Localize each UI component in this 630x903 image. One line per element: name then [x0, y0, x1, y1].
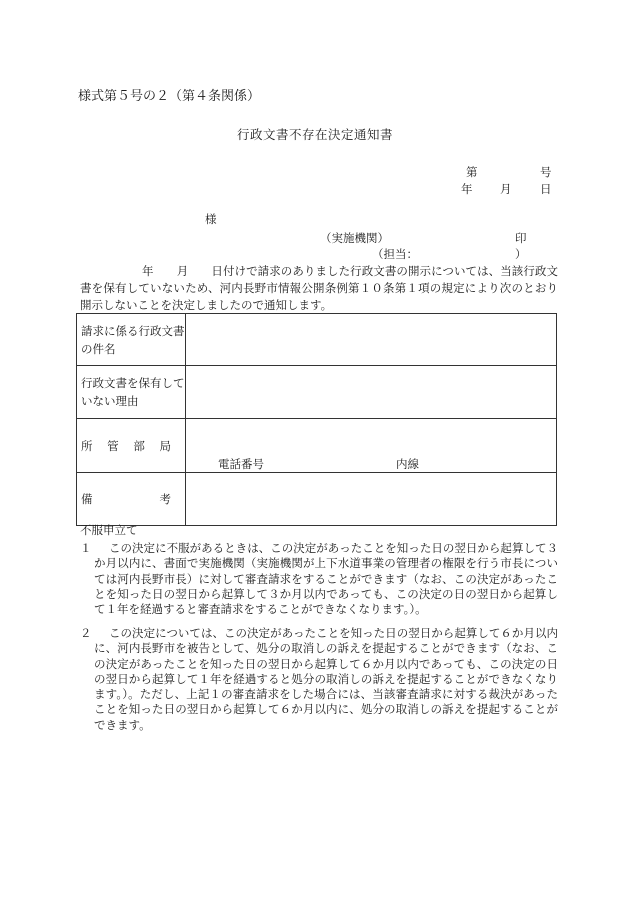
document-number-suffix: 号 — [540, 165, 552, 179]
label-char: 局 — [159, 438, 171, 453]
table-row — [77, 366, 557, 419]
phone-number-label: 電話番号 — [218, 457, 264, 471]
requested-document-title-value — [186, 314, 557, 366]
appeal-item — [80, 541, 558, 617]
appeal-item-number: ２ — [80, 626, 92, 640]
agency-label: （実施機関） — [320, 231, 389, 245]
decision-table — [76, 313, 557, 526]
date-year-label: 年 — [461, 182, 473, 196]
appeal-item-text: この決定に不服があるときは、この決定があったことを知った日の翌日から起算して３か月以内に、書面で実施機関（実施機関が上下水道事業の管理者の権限を行う市長については河内長野市長）に対して審査請求をすることができます（なお、この決定があったことを知った日の翌日から起算して３か月以内であっても、この決定の日の翌日から起算して１年を経過すると審査請求をすることができなくなります。）。 — [94, 541, 558, 617]
notice-body-text: 年 月 日付けで請求のありました行政文書の開示については、当該行政文書を保有していないため、河内長野市情報公開条例第１０条第１項の規定により次のとおり開示しないことを決定しましたので通知します。 — [80, 264, 558, 312]
non-possession-reason-label: 行政文書を保有していない理由 — [77, 366, 186, 419]
non-possession-reason-value — [186, 366, 557, 419]
responsible-department-value — [186, 419, 557, 473]
table-row — [77, 473, 557, 526]
extension-label: 内線 — [396, 457, 419, 471]
remarks-value — [186, 473, 557, 526]
date-day-label: 日 — [540, 182, 552, 196]
appeal-heading: 不服申立て — [80, 523, 138, 537]
document-number-label: 第 — [466, 165, 478, 179]
contact-person-close: ） — [515, 247, 527, 261]
seal-mark: 印 — [515, 231, 527, 245]
appeal-item — [80, 626, 558, 733]
document-title: 行政文書不存在決定通知書 — [236, 127, 393, 142]
label-char: 管 — [107, 438, 119, 453]
appeal-item-text: この決定については、この決定があったことを知った日の翌日から起算して６か月以内に、河内長野市を被告として、処分の取消しの訴えを提起することができます（なお、この決定があったことを知った日の翌日から起算して６か月以内であっても、この決定の日の翌日から起算して１年を経過すると処分の取消しの訴えを提起することができなくなります。）。ただし、上記１の審査請求をした場合には、当該審査請求に対する裁決があったことを知った日の翌日から起算して６か月以内に、処分の取消しの訴えを提起することができます。 — [94, 626, 558, 732]
date-month-label: 月 — [500, 182, 512, 196]
label-char: 考 — [159, 492, 171, 506]
remarks-label — [77, 473, 186, 526]
responsible-department-label — [77, 419, 186, 473]
label-char: 所 — [81, 438, 93, 453]
table-row — [77, 419, 557, 473]
addressee-honorific: 様 — [205, 212, 217, 226]
form-number: 様式第５号の２（第４条関係） — [78, 89, 261, 104]
label-char: 部 — [133, 438, 145, 453]
table-row — [77, 314, 557, 366]
label-char: 備 — [81, 492, 93, 506]
contact-person-label: （担当： — [372, 247, 418, 261]
appeal-item-number: １ — [80, 541, 92, 555]
requested-document-title-label: 請求に係る行政文書の件名 — [77, 314, 186, 366]
